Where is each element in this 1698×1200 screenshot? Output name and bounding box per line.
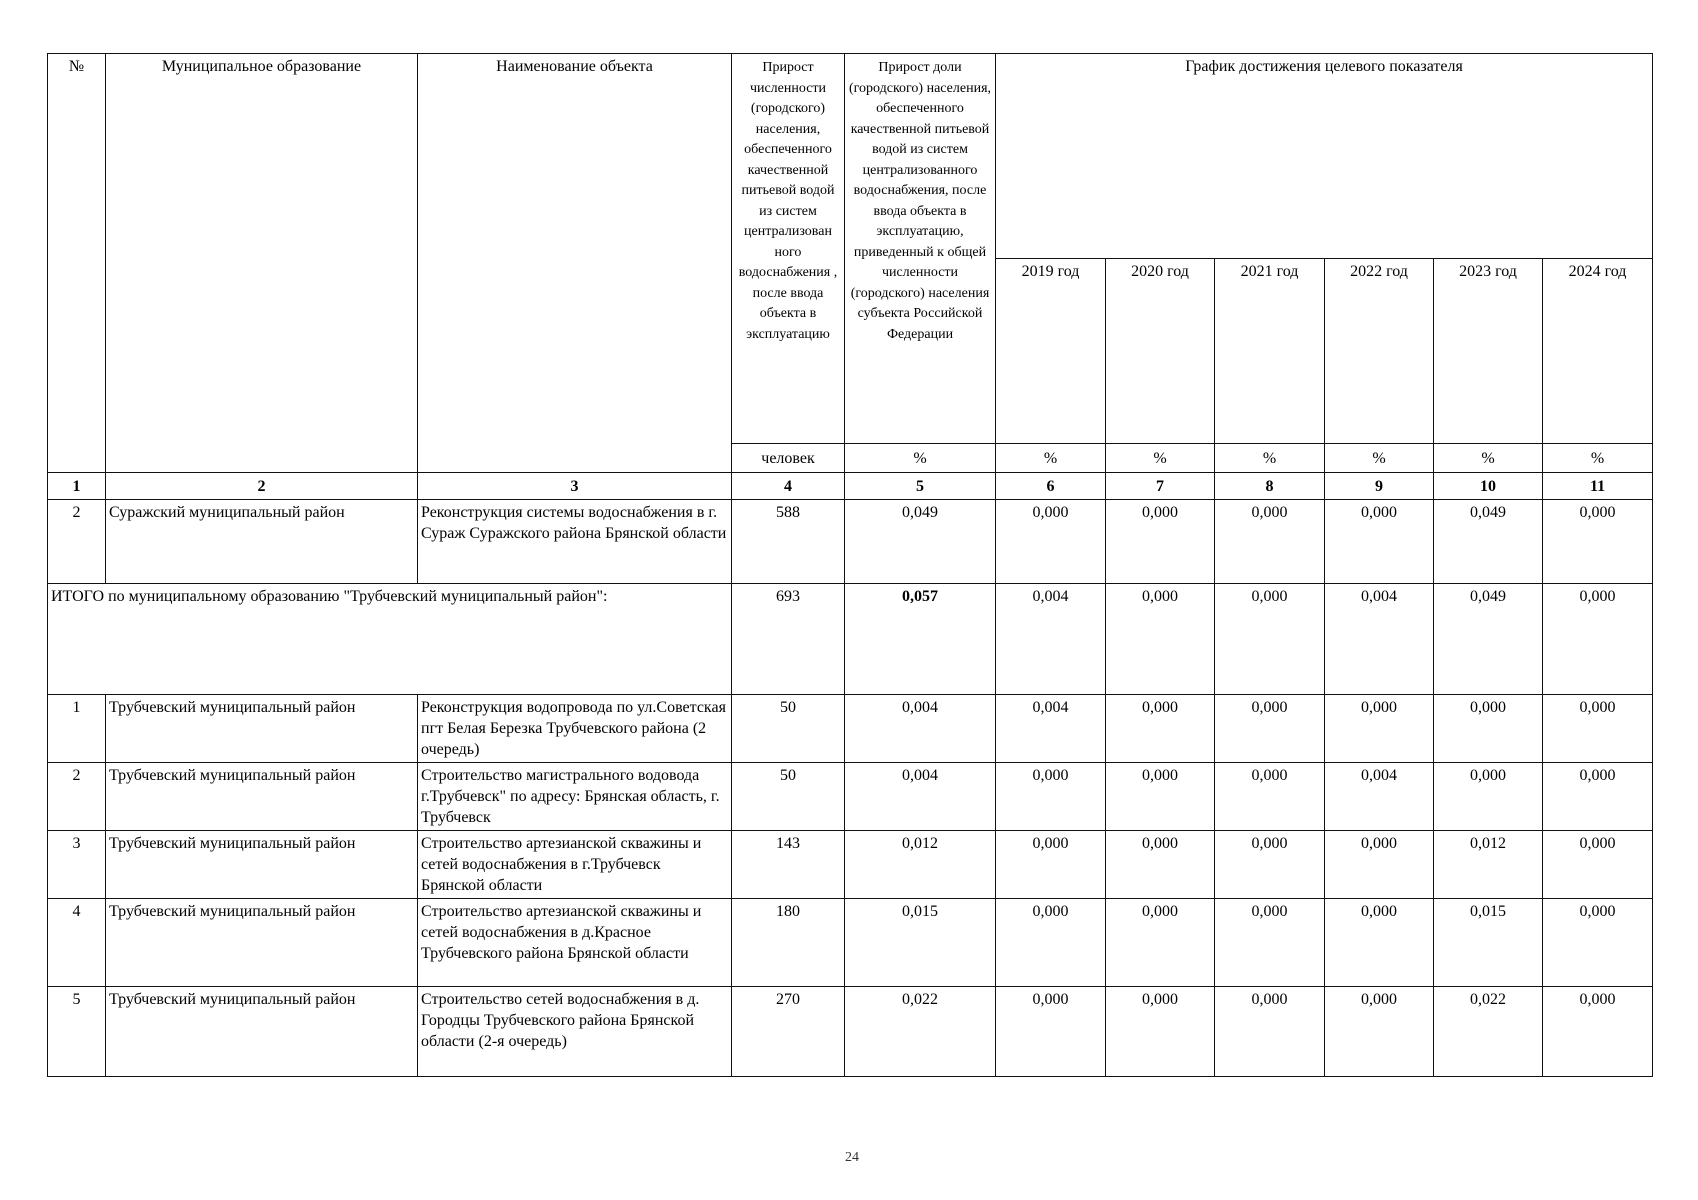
row-year-value: 0,000 [996,899,1106,987]
row-year-value: 0,000 [1106,899,1215,987]
row-year-value: 0,000 [1434,695,1543,763]
row-count: 270 [732,987,845,1077]
row-year-value: 0,015 [1434,899,1543,987]
header-year-2020: 2020 год [1106,259,1215,444]
row-year-value: 0,004 [996,695,1106,763]
row-year-value: 0,000 [1215,763,1325,831]
row-object-name: Строительство артезианской скважины и сетей водоснабжения в д.Красное Трубчевского района Брянской области [418,899,732,987]
table-row [48,763,1653,831]
row-year-value: 0,000 [1325,831,1434,899]
row-count: 50 [732,763,845,831]
row-year-value: 0,000 [1325,695,1434,763]
row-year-value: 0,000 [1215,500,1325,584]
row-municipality: Суражский муниципальный район [106,500,418,584]
total-year-value: 0,049 [1434,584,1543,695]
total-share: 0,057 [845,584,996,695]
table-row [48,500,1653,584]
unit-year: % [1215,444,1325,473]
table-row [48,899,1653,987]
row-municipality: Трубчевский муниципальный район [106,695,418,763]
row-count: 143 [732,831,845,899]
row-share: 0,015 [845,899,996,987]
row-share: 0,004 [845,695,996,763]
row-year-value: 0,000 [996,500,1106,584]
row-count: 180 [732,899,845,987]
row-object-name: Реконструкция системы водоснабжения в г. Сураж Суражского района Брянской области [418,500,732,584]
row-year-value: 0,000 [996,763,1106,831]
total-row [48,584,1653,695]
header-year-2024: 2024 год [1543,259,1653,444]
unit-year: % [1325,444,1434,473]
row-municipality: Трубчевский муниципальный район [106,987,418,1077]
column-number: 1 [48,473,106,500]
row-year-value: 0,000 [1325,500,1434,584]
row-no: 1 [48,695,106,763]
row-year-value: 0,000 [996,987,1106,1077]
row-year-value: 0,012 [1434,831,1543,899]
row-year-value: 0,000 [1215,831,1325,899]
column-number: 5 [845,473,996,500]
row-year-value: 0,000 [1543,763,1653,831]
row-year-value: 0,000 [1106,831,1215,899]
unit-year: % [1106,444,1215,473]
unit-count: человек [732,444,845,473]
header-year-2021: 2021 год [1215,259,1325,444]
row-year-value: 0,000 [1215,695,1325,763]
row-year-value: 0,022 [1434,987,1543,1077]
total-count: 693 [732,584,845,695]
header-year-2019: 2019 год [996,259,1106,444]
table-row [48,695,1653,763]
column-number: 11 [1543,473,1653,500]
row-year-value: 0,000 [1325,987,1434,1077]
row-object-name: Реконструкция водопровода по ул.Советская пгт Белая Березка Трубчевского района (2 очередь) [418,695,732,763]
table-row [48,831,1653,899]
row-year-value: 0,000 [1543,500,1653,584]
page-number: 24 [845,1150,859,1165]
row-share: 0,012 [845,831,996,899]
target-indicator-table [47,53,1653,1077]
header-year-2022: 2022 год [1325,259,1434,444]
row-year-value: 0,000 [1543,987,1653,1077]
table-row [48,987,1653,1077]
header-schedule: График достижения целевого показателя [996,54,1653,259]
row-year-value: 0,000 [1215,899,1325,987]
unit-share: % [845,444,996,473]
row-year-value: 0,049 [1434,500,1543,584]
row-object-name: Строительство артезианской скважины и сетей водоснабжения в г.Трубчевск Брянской области [418,831,732,899]
column-number: 10 [1434,473,1543,500]
row-no: 5 [48,987,106,1077]
row-year-value: 0,000 [1543,831,1653,899]
column-number: 9 [1325,473,1434,500]
row-object-name: Строительство магистрального водовода г.Трубчевск" по адресу: Брянская область, г. Трубчевск [418,763,732,831]
header-object-name: Наименование объекта [418,54,732,473]
total-label: ИТОГО по муниципальному образованию "Трубчевский муниципальный район": [48,584,732,695]
header-municipality: Муниципальное образование [106,54,418,473]
column-number: 4 [732,473,845,500]
row-share: 0,004 [845,763,996,831]
header-row [48,54,1653,259]
row-share: 0,022 [845,987,996,1077]
header-growth-count: Прирост численности (городского) населения, обеспеченного качественной питьевой водой из систем централизован ного водоснабжения , после ввода объекта в эксплуатацию [732,54,845,444]
total-year-value: 0,004 [996,584,1106,695]
row-municipality: Трубчевский муниципальный район [106,831,418,899]
column-number: 3 [418,473,732,500]
row-year-value: 0,000 [1106,695,1215,763]
document-sheet [47,53,1652,1077]
row-count: 588 [732,500,845,584]
header-growth-share: Прирост доли (городского) населения, обеспеченного качественной питьевой водой из систем централизованного водоснабжения, после ввода объекта в эксплуатацию, приведенный к общей численности (городского) населения субъекта Российской Федерации [845,54,996,444]
unit-year: % [1543,444,1653,473]
total-year-value: 0,000 [1106,584,1215,695]
column-number: 2 [106,473,418,500]
row-no: 3 [48,831,106,899]
row-year-value: 0,000 [1325,899,1434,987]
unit-year: % [1434,444,1543,473]
column-numbers-row [48,473,1653,500]
column-number: 7 [1106,473,1215,500]
row-year-value: 0,000 [1106,500,1215,584]
row-municipality: Трубчевский муниципальный район [106,899,418,987]
unit-year: % [996,444,1106,473]
total-year-value: 0,000 [1215,584,1325,695]
total-year-value: 0,000 [1543,584,1653,695]
row-year-value: 0,000 [1106,987,1215,1077]
row-year-value: 0,000 [1434,763,1543,831]
row-object-name: Строительство сетей водоснабжения в д. Городцы Трубчевского района Брянской области (2-я очередь) [418,987,732,1077]
column-number: 8 [1215,473,1325,500]
row-year-value: 0,000 [1215,987,1325,1077]
row-no: 2 [48,763,106,831]
row-no: 2 [48,500,106,584]
row-year-value: 0,000 [1543,695,1653,763]
row-share: 0,049 [845,500,996,584]
row-year-value: 0,000 [1543,899,1653,987]
row-year-value: 0,004 [1325,763,1434,831]
row-municipality: Трубчевский муниципальный район [106,763,418,831]
row-no: 4 [48,899,106,987]
row-count: 50 [732,695,845,763]
row-year-value: 0,000 [1106,763,1215,831]
row-year-value: 0,000 [996,831,1106,899]
column-number: 6 [996,473,1106,500]
header-no: № [48,54,106,473]
header-year-2023: 2023 год [1434,259,1543,444]
total-year-value: 0,004 [1325,584,1434,695]
